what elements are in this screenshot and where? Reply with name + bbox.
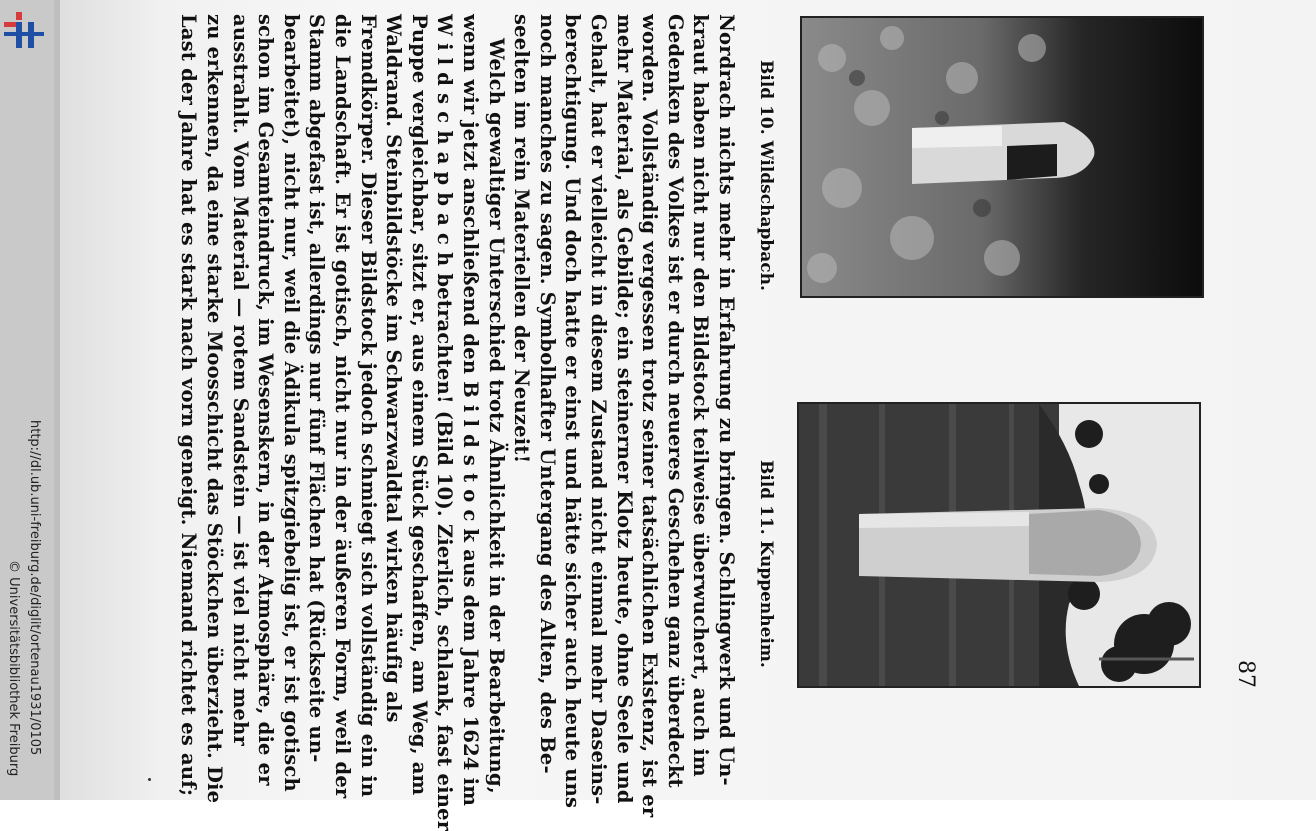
caption-bild-10: Bild 10. Wildschapbach. (756, 60, 776, 291)
text-line: Gedenken des Volkes ist er durch neueres Geschehen ganz überdeckt (663, 14, 687, 788)
text-line: schon im Gesamteindruck, im Wesenskern, in der Atmosphäre, die er (254, 14, 278, 786)
text-line: Fremdkörper. Dieser Bildstock jedoch schmiegt sich vollständig ein in (356, 14, 380, 798)
text-line: seelten im rein Materiellen der Neuzeit! (510, 14, 534, 464)
text-line: Welch gewaltiger Unterschied trotz Ähnlichkeit in der Bearbeitung, (484, 38, 508, 794)
photo-bild-10-image (802, 18, 1202, 296)
text-line: mehr Material, als Gebilde; ein steinerner Klotz heute, ohne Seele und (612, 14, 636, 804)
text-line: noch manches zu sagen. Symbolhafter Untergang des Alten, des Be- (535, 14, 559, 774)
viewer-sidebar (0, 0, 54, 800)
text-line: bearbeitet), nicht nur, weil die Ädikula spitzgiebelig ist, er ist gotisch (279, 14, 303, 792)
text-line: ausstrahlt. Vom Material — rotem Sandstein — ist viel nicht mehr (228, 14, 252, 747)
photo-bild-11 (797, 402, 1201, 688)
text-line: worden. Vollständig vergessen trotz seiner tatsächlichen Existenz, ist er (638, 14, 662, 818)
text-line: W i l d s c h a p b a c h betrachten! (Bild 10). Zierlich, schlank, fast einer (433, 14, 457, 831)
copyright-notice: © Universitätsbibliothek Freiburg (6, 560, 21, 777)
text-line: Waldrand. Steinbildstöcke im Schwarzwaldtal wirken häufig als (382, 14, 406, 723)
text-line: berechtigung. Und doch hatte er einst und hätte sicher auch heute uns (561, 14, 585, 809)
page-edge (54, 0, 60, 800)
source-url-link[interactable]: http://dl.ub.uni-freiburg.de/diglit/ortenau1931/0105 (27, 420, 42, 756)
text-line: Gehalt, hat er vielleicht in diesem Zustand nicht einmal mehr Daseins- (587, 14, 610, 805)
text-line: die Landschaft. Er ist gotisch, nicht nur in der äußeren Form, weil der (331, 14, 354, 799)
page-number: 87 (1233, 660, 1258, 688)
text-line: Nordrach nichts mehr in Erfahrung zu bringen. Schlingwerk und Un- (715, 14, 738, 786)
text-line: wenn wir jetzt anschließend den B i l d s t o c k aus dem Jahre 1624 im (459, 14, 482, 807)
text-line: Stamm abgefast ist, allerdings nur fünf Flächen hat (Rückseite un- (305, 14, 329, 763)
photo-bild-11-image (799, 404, 1199, 686)
text-line: Last der Jahre hat es stark nach vorn geneigt. Niemand richtet es auf; (177, 14, 201, 797)
scan-speck (148, 778, 151, 781)
photo-bild-10 (800, 16, 1204, 298)
text-line: zu erkennen, da eine starke Moosschicht das Stöckchen überzieht. Die (203, 14, 226, 804)
body-text (176, 14, 738, 831)
text-line: kraut haben nicht nur den Bildstock teilweise überwuchert, auch im (689, 14, 713, 777)
caption-bild-11: Bild 11. Kuppenheim. (756, 460, 776, 668)
text-line: Puppe vergleichbar, sitzt er, aus einem Stück geschaffen, am Weg, am (407, 14, 431, 796)
